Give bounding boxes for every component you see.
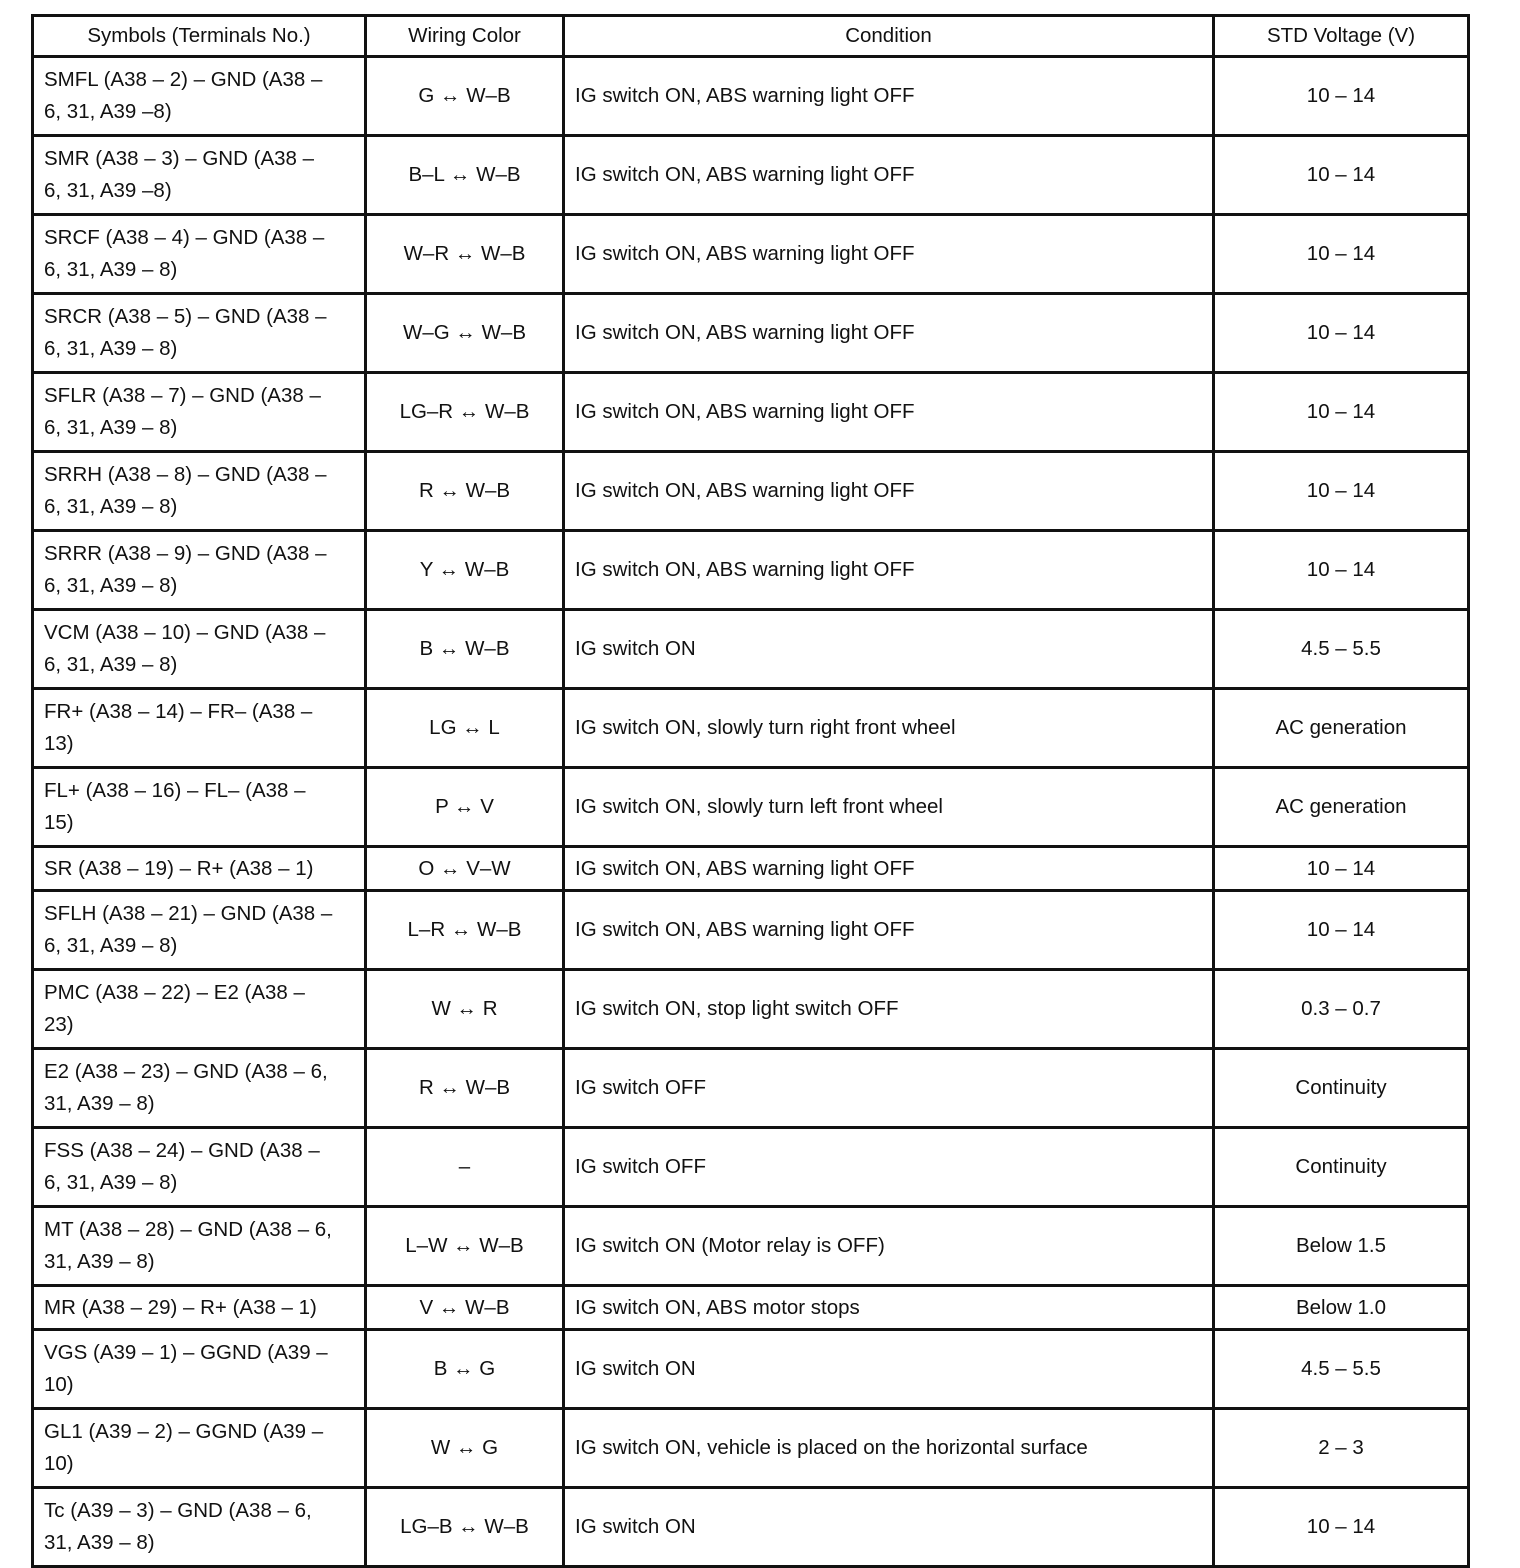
symbols-line-1: E2 (A38 – 23) – GND (A38 – 6, [44,1060,328,1083]
symbols-line-2: 23) [44,1013,74,1036]
cell-condition: IG switch OFF [564,1049,1214,1128]
symbols-line-2: 31, A39 – 8) [44,1250,155,1273]
symbols-line-1: SMFL (A38 – 2) – GND (A38 – [44,68,323,91]
symbols-line-2: 6, 31, A39 – 8) [44,574,178,597]
table-row [33,1488,1469,1567]
symbols-line-2: 6, 31, A39 – 8) [44,416,178,439]
cell-condition: IG switch ON, vehicle is placed on the horizontal surface [564,1409,1214,1488]
cell-std-voltage: Below 1.0 [1214,1286,1469,1330]
cell-std-voltage: Continuity [1214,1049,1469,1128]
table-row [33,1409,1469,1488]
table-row [33,294,1469,373]
cell-wiring-color: LG–R ↔ W–B [366,373,564,452]
cell-std-voltage: 10 – 14 [1214,847,1469,891]
cell-std-voltage: 10 – 14 [1214,1488,1469,1567]
cell-symbols [33,1207,366,1286]
symbols-line-2: 6, 31, A39 – 8) [44,258,178,281]
cell-wiring-color: O ↔ V–W [366,847,564,891]
cell-symbols [33,689,366,768]
cell-condition: IG switch ON, ABS warning light OFF [564,136,1214,215]
cell-condition: IG switch ON [564,1488,1214,1567]
symbols-line-2: 15) [44,811,74,834]
table-row [33,57,1469,136]
cell-symbols [33,531,366,610]
cell-wiring-color: W ↔ G [366,1409,564,1488]
symbols-line-1: SRCR (A38 – 5) – GND (A38 – [44,305,327,328]
table-row [33,970,1469,1049]
cell-wiring-color: Y ↔ W–B [366,531,564,610]
cell-condition: IG switch ON, ABS warning light OFF [564,452,1214,531]
cell-wiring-color: V ↔ W–B [366,1286,564,1330]
cell-std-voltage: 10 – 14 [1214,452,1469,531]
symbols-line-1: GL1 (A39 – 2) – GGND (A39 – [44,1420,324,1443]
cell-symbols [33,970,366,1049]
cell-std-voltage: AC generation [1214,768,1469,847]
symbols-line-1: FSS (A38 – 24) – GND (A38 – [44,1139,320,1162]
cell-symbols [33,294,366,373]
table-row [33,891,1469,970]
symbols-line-1: FL+ (A38 – 16) – FL– (A38 – [44,779,306,802]
cell-symbols [33,768,366,847]
symbols-line-2: 6, 31, A39 – 8) [44,934,178,957]
header-wiring-color: Wiring Color [366,16,564,57]
symbols-line-1: VGS (A39 – 1) – GGND (A39 – [44,1341,328,1364]
symbols-line-2: 6, 31, A39 – 8) [44,337,178,360]
cell-condition: IG switch ON, ABS warning light OFF [564,531,1214,610]
symbols-line-1: FR+ (A38 – 14) – FR– (A38 – [44,700,313,723]
cell-wiring-color: R ↔ W–B [366,1049,564,1128]
cell-wiring-color: G ↔ W–B [366,57,564,136]
symbols-line-2: 31, A39 – 8) [44,1531,155,1554]
cell-std-voltage: 10 – 14 [1214,373,1469,452]
symbols-line-1: SRCF (A38 – 4) – GND (A38 – [44,226,325,249]
cell-condition: IG switch ON [564,610,1214,689]
symbols-line-1: SRRR (A38 – 9) – GND (A38 – [44,542,327,565]
cell-std-voltage: 4.5 – 5.5 [1214,1330,1469,1409]
cell-condition: IG switch ON, slowly turn right front wheel [564,689,1214,768]
symbols-line-2: 6, 31, A39 – 8) [44,653,178,676]
table-row [33,1286,1469,1330]
cell-std-voltage: 10 – 14 [1214,215,1469,294]
cell-std-voltage: Below 1.5 [1214,1207,1469,1286]
cell-symbols [33,891,366,970]
cell-std-voltage: 4.5 – 5.5 [1214,610,1469,689]
header-symbols: Symbols (Terminals No.) [33,16,366,57]
cell-wiring-color: B–L ↔ W–B [366,136,564,215]
cell-wiring-color: P ↔ V [366,768,564,847]
cell-wiring-color: W–G ↔ W–B [366,294,564,373]
cell-std-voltage: 10 – 14 [1214,57,1469,136]
cell-wiring-color: – [366,1128,564,1207]
cell-symbols [33,1409,366,1488]
table-row [33,373,1469,452]
cell-std-voltage: 10 – 14 [1214,891,1469,970]
table-row [33,689,1469,768]
cell-wiring-color: W ↔ R [366,970,564,1049]
cell-symbols [33,1128,366,1207]
cell-std-voltage: 0.3 – 0.7 [1214,970,1469,1049]
cell-std-voltage: 10 – 14 [1214,531,1469,610]
cell-condition: IG switch ON, ABS warning light OFF [564,891,1214,970]
cell-condition: IG switch ON, ABS warning light OFF [564,215,1214,294]
symbols-line-1: SMR (A38 – 3) – GND (A38 – [44,147,315,170]
cell-wiring-color: R ↔ W–B [366,452,564,531]
cell-symbols [33,136,366,215]
table-row [33,768,1469,847]
cell-condition: IG switch ON, ABS motor stops [564,1286,1214,1330]
cell-condition: IG switch ON (Motor relay is OFF) [564,1207,1214,1286]
cell-std-voltage: 10 – 14 [1214,294,1469,373]
symbols-line-2: 6, 31, A39 –8) [44,179,172,202]
symbols-line-2: 10) [44,1452,74,1475]
cell-condition: IG switch ON, ABS warning light OFF [564,294,1214,373]
cell-symbols [33,452,366,531]
cell-wiring-color: LG–B ↔ W–B [366,1488,564,1567]
table-row [33,610,1469,689]
cell-condition: IG switch OFF [564,1128,1214,1207]
cell-wiring-color: B ↔ W–B [366,610,564,689]
cell-symbols [33,215,366,294]
cell-wiring-color: W–R ↔ W–B [366,215,564,294]
cell-std-voltage: Continuity [1214,1128,1469,1207]
header-std-voltage: STD Voltage (V) [1214,16,1469,57]
symbols-line-1: MR (A38 – 29) – R+ (A38 – 1) [44,1295,317,1319]
terminal-voltage-table [31,14,1470,1568]
symbols-line-1: SRRH (A38 – 8) – GND (A38 – [44,463,327,486]
cell-condition: IG switch ON, stop light switch OFF [564,970,1214,1049]
cell-symbols [33,1286,366,1330]
symbols-line-1: Tc (A39 – 3) – GND (A38 – 6, [44,1499,312,1522]
symbols-line-2: 31, A39 – 8) [44,1092,155,1115]
symbols-line-2: 10) [44,1373,74,1396]
cell-condition: IG switch ON, ABS warning light OFF [564,847,1214,891]
cell-wiring-color: L–R ↔ W–B [366,891,564,970]
cell-condition: IG switch ON, slowly turn left front wheel [564,768,1214,847]
cell-symbols [33,373,366,452]
header-condition: Condition [564,16,1214,57]
cell-wiring-color: B ↔ G [366,1330,564,1409]
table-header-row [33,16,1469,57]
table-body [33,57,1469,1567]
cell-symbols [33,610,366,689]
table-row [33,136,1469,215]
table-row [33,1049,1469,1128]
cell-symbols [33,57,366,136]
symbols-line-2: 6, 31, A39 – 8) [44,1171,178,1194]
cell-std-voltage: 10 – 14 [1214,136,1469,215]
symbols-line-1: PMC (A38 – 22) – E2 (A38 – [44,981,305,1004]
cell-symbols [33,1330,366,1409]
symbols-line-1: MT (A38 – 28) – GND (A38 – 6, [44,1218,332,1241]
cell-std-voltage: 2 – 3 [1214,1409,1469,1488]
cell-wiring-color: L–W ↔ W–B [366,1207,564,1286]
symbols-line-2: 6, 31, A39 – 8) [44,495,178,518]
symbols-line-1: SFLH (A38 – 21) – GND (A38 – [44,902,333,925]
terminal-voltage-document [31,14,1467,1568]
cell-symbols [33,1049,366,1128]
table-row [33,1207,1469,1286]
cell-condition: IG switch ON, ABS warning light OFF [564,373,1214,452]
symbols-line-1: SR (A38 – 19) – R+ (A38 – 1) [44,856,314,880]
table-row [33,452,1469,531]
symbols-line-1: VCM (A38 – 10) – GND (A38 – [44,621,326,644]
cell-condition: IG switch ON, ABS warning light OFF [564,57,1214,136]
cell-condition: IG switch ON [564,1330,1214,1409]
cell-symbols [33,1488,366,1567]
cell-symbols [33,847,366,891]
table-row [33,1128,1469,1207]
symbols-line-1: SFLR (A38 – 7) – GND (A38 – [44,384,321,407]
cell-std-voltage: AC generation [1214,689,1469,768]
table-row [33,1330,1469,1409]
table-row [33,215,1469,294]
table-row [33,531,1469,610]
symbols-line-2: 13) [44,732,74,755]
table-row [33,847,1469,891]
symbols-line-2: 6, 31, A39 –8) [44,100,172,123]
cell-wiring-color: LG ↔ L [366,689,564,768]
